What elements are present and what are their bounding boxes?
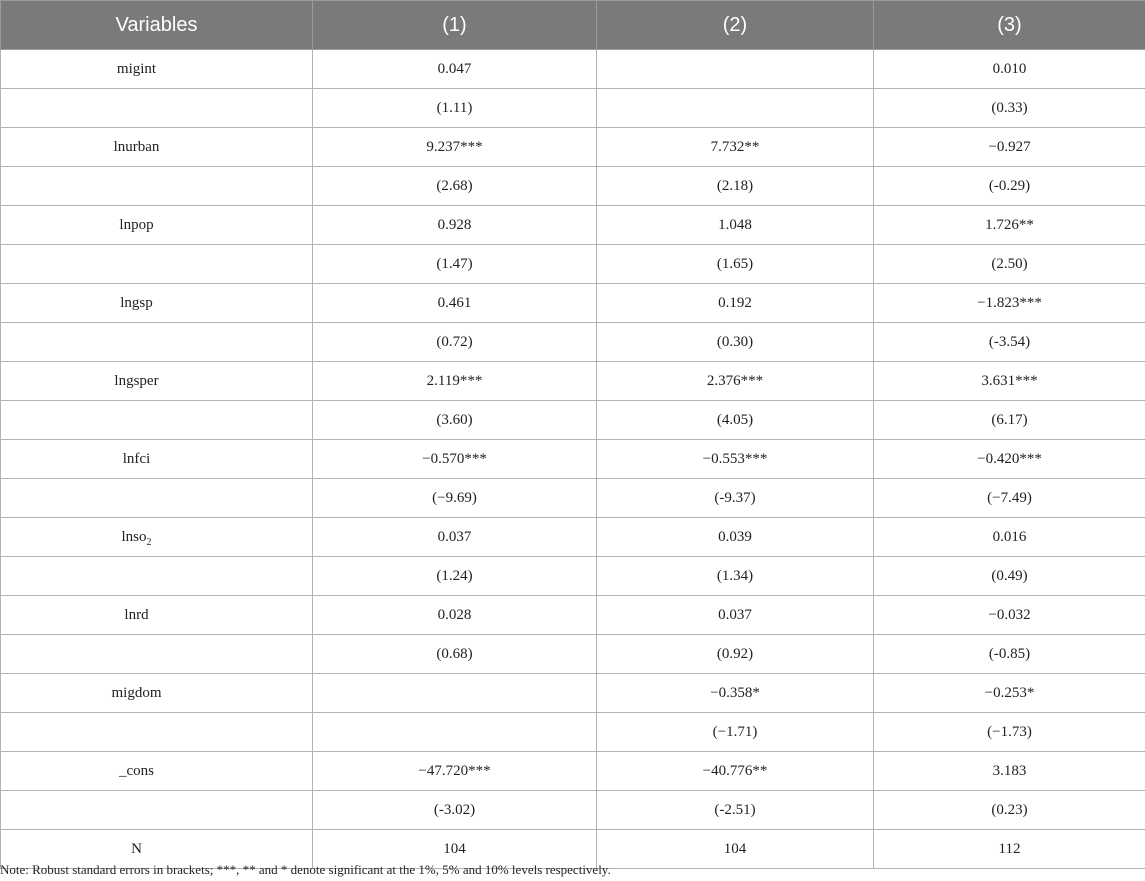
- variable-name-cell: lnpop: [1, 206, 313, 245]
- value-cell: (0.72): [313, 323, 597, 362]
- value-cell: (0.92): [597, 635, 874, 674]
- table-row: [1, 167, 1145, 206]
- variable-name-cell: lnurban: [1, 128, 313, 167]
- variable-name-cell: [1, 167, 313, 206]
- value-cell: (2.18): [597, 167, 874, 206]
- table-row: [1, 323, 1145, 362]
- value-cell: 0.037: [313, 518, 597, 557]
- table-row: [1, 206, 1145, 245]
- value-cell: −40.776**: [597, 752, 874, 791]
- header-model-2: (2): [597, 1, 874, 50]
- value-cell: (0.23): [874, 791, 1145, 830]
- table-row: [1, 635, 1145, 674]
- value-cell: (−9.69): [313, 479, 597, 518]
- table-row: [1, 128, 1145, 167]
- value-cell: 1.726**: [874, 206, 1145, 245]
- value-cell: [597, 50, 874, 89]
- value-cell: (0.33): [874, 89, 1145, 128]
- value-cell: (1.24): [313, 557, 597, 596]
- variable-name-cell: [1, 635, 313, 674]
- table-row: [1, 89, 1145, 128]
- variable-name-cell: lngsp: [1, 284, 313, 323]
- table-row: [1, 752, 1145, 791]
- value-cell: (−1.71): [597, 713, 874, 752]
- value-cell: 0.461: [313, 284, 597, 323]
- value-cell: (−1.73): [874, 713, 1145, 752]
- value-cell: 112: [874, 830, 1145, 869]
- value-cell: 104: [313, 830, 597, 869]
- value-cell: (1.34): [597, 557, 874, 596]
- variable-name-cell: _cons: [1, 752, 313, 791]
- value-cell: (-2.51): [597, 791, 874, 830]
- value-cell: (3.60): [313, 401, 597, 440]
- table-row: [1, 713, 1145, 752]
- header-row: [1, 1, 1145, 50]
- value-cell: (2.50): [874, 245, 1145, 284]
- value-cell: 2.376***: [597, 362, 874, 401]
- value-cell: 1.048: [597, 206, 874, 245]
- value-cell: (2.68): [313, 167, 597, 206]
- variable-name-cell: migint: [1, 50, 313, 89]
- variable-name-cell: [1, 245, 313, 284]
- value-cell: 0.028: [313, 596, 597, 635]
- header-model-1: (1): [313, 1, 597, 50]
- value-cell: [597, 89, 874, 128]
- table-row: [1, 596, 1145, 635]
- variable-name-cell: [1, 401, 313, 440]
- variable-name-cell: [1, 89, 313, 128]
- value-cell: 0.928: [313, 206, 597, 245]
- header-model-3: (3): [874, 1, 1145, 50]
- value-cell: −0.553***: [597, 440, 874, 479]
- value-cell: −1.823***: [874, 284, 1145, 323]
- value-cell: −0.253*: [874, 674, 1145, 713]
- value-cell: (-3.54): [874, 323, 1145, 362]
- header-variables: Variables: [1, 1, 313, 50]
- value-cell: 0.047: [313, 50, 597, 89]
- value-cell: −0.927: [874, 128, 1145, 167]
- value-cell: 3.183: [874, 752, 1145, 791]
- value-cell: 0.037: [597, 596, 874, 635]
- value-cell: −0.570***: [313, 440, 597, 479]
- variable-name-cell: lnso$_2$: [1, 518, 313, 557]
- variable-name-cell: [1, 791, 313, 830]
- variable-name-cell: [1, 479, 313, 518]
- value-cell: 3.631***: [874, 362, 1145, 401]
- value-cell: −47.720***: [313, 752, 597, 791]
- value-cell: −0.032: [874, 596, 1145, 635]
- value-cell: 0.016: [874, 518, 1145, 557]
- table-row: [1, 362, 1145, 401]
- value-cell: (-9.37): [597, 479, 874, 518]
- value-cell: [313, 674, 597, 713]
- value-cell: (0.49): [874, 557, 1145, 596]
- table-note: Note: Robust standard errors in brackets; ***, ** and * denote significant at the 1%, 5% and 10% levels respectively.: [0, 862, 611, 877]
- table-row: [1, 518, 1145, 557]
- value-cell: 0.192: [597, 284, 874, 323]
- table-row: [1, 791, 1145, 830]
- variable-name-cell: lnfci: [1, 440, 313, 479]
- table-row: [1, 284, 1145, 323]
- value-cell: −0.358*: [597, 674, 874, 713]
- variable-name-cell: migdom: [1, 674, 313, 713]
- value-cell: (−7.49): [874, 479, 1145, 518]
- value-cell: (6.17): [874, 401, 1145, 440]
- variable-name-cell: [1, 323, 313, 362]
- value-cell: (1.11): [313, 89, 597, 128]
- value-cell: (1.47): [313, 245, 597, 284]
- value-cell: −0.420***: [874, 440, 1145, 479]
- value-cell: (-0.85): [874, 635, 1145, 674]
- table-body: [1, 50, 1145, 869]
- table-row: [1, 557, 1145, 596]
- value-cell: 7.732**: [597, 128, 874, 167]
- table-row: [1, 50, 1145, 89]
- variable-name-cell: lngsper: [1, 362, 313, 401]
- table-row: [1, 245, 1145, 284]
- value-cell: (1.65): [597, 245, 874, 284]
- variable-name-cell: N: [1, 830, 313, 869]
- value-cell: 2.119***: [313, 362, 597, 401]
- value-cell: 0.010: [874, 50, 1145, 89]
- value-cell: 104: [597, 830, 874, 869]
- value-cell: (-3.02): [313, 791, 597, 830]
- table-row: [1, 479, 1145, 518]
- variable-name-cell: [1, 557, 313, 596]
- value-cell: (0.68): [313, 635, 597, 674]
- value-cell: (4.05): [597, 401, 874, 440]
- value-cell: 0.039: [597, 518, 874, 557]
- value-cell: (0.30): [597, 323, 874, 362]
- value-cell: [313, 713, 597, 752]
- table-row: [1, 440, 1145, 479]
- variable-name-cell: lnrd: [1, 596, 313, 635]
- table-row: [1, 401, 1145, 440]
- value-cell: (-0.29): [874, 167, 1145, 206]
- value-cell: 9.237***: [313, 128, 597, 167]
- variable-name-cell: [1, 713, 313, 752]
- table-row: [1, 674, 1145, 713]
